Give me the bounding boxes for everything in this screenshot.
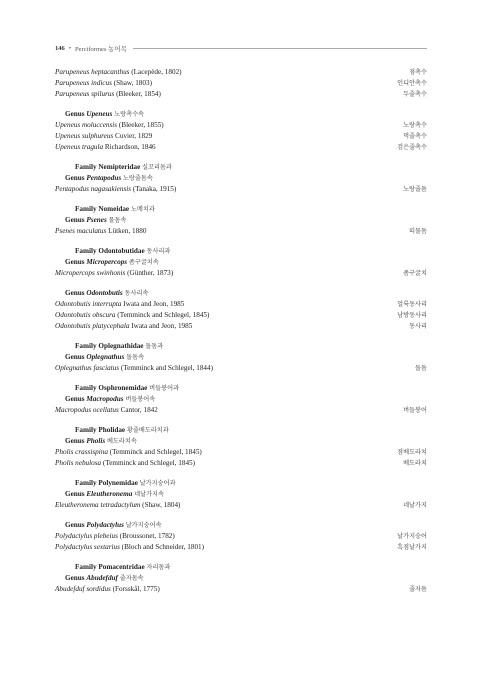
species-entry <box>55 447 202 458</box>
species-korean-name: 네날가지 <box>403 502 427 509</box>
species-row <box>55 321 427 332</box>
species-author: (Temminck and Schlegel, 1845) <box>102 459 196 467</box>
species-row <box>55 89 427 100</box>
species-row <box>55 310 427 321</box>
species-entry <box>55 67 182 78</box>
genus-heading <box>55 352 427 363</box>
species-author: (Günther, 1873) <box>127 269 174 277</box>
family-korean-name: 돌돔과 <box>145 343 164 350</box>
genus-label: Genus <box>65 490 85 498</box>
family-name: Pomacentridae <box>98 563 145 571</box>
family-name: Nomeidae <box>98 205 130 213</box>
family-heading <box>55 425 427 436</box>
species-name: Eleutheronema tetradactylum <box>55 501 141 509</box>
species-entry <box>55 542 204 553</box>
taxon-list <box>55 67 427 595</box>
species-name: Psenes maculatus <box>55 227 107 235</box>
species-author: (Temminck and Schlegel, 1845) <box>109 448 202 456</box>
species-korean-name: 동사리 <box>409 323 427 330</box>
species-korean-name: 돌돔 <box>415 365 427 372</box>
genus-heading <box>55 489 427 500</box>
genus-name: Odontobutis <box>86 289 123 297</box>
species-author: (Tanaka, 1915) <box>132 185 177 193</box>
genus-heading <box>55 288 427 299</box>
species-korean-name: 좀구굴치 <box>403 270 427 277</box>
genus-korean-name: 돌돔속 <box>126 354 145 361</box>
species-row <box>55 226 427 237</box>
species-row <box>55 142 427 153</box>
species-row <box>55 531 427 542</box>
species-name: Odontobutis interrupta <box>55 300 122 308</box>
genus-heading <box>55 573 427 584</box>
species-korean-name: 먹줄촉수 <box>403 133 427 140</box>
genus-label: Genus <box>65 353 85 361</box>
species-author: Richardson, 1846 <box>104 143 156 151</box>
family-heading <box>55 246 427 257</box>
genus-heading <box>55 394 427 405</box>
species-name: Micropercops swinhonis <box>55 269 126 277</box>
genus-name: Oplegnathus <box>86 353 125 361</box>
family-label: Family <box>75 479 97 487</box>
genus-heading <box>55 436 427 447</box>
species-entry <box>55 268 173 279</box>
page-number: 146 <box>55 44 65 52</box>
species-row <box>55 447 427 458</box>
genus-name: Polydactylus <box>86 521 124 529</box>
species-author: Iwata and Jeon, 1985 <box>131 322 193 330</box>
family-name: Oplegnathidae <box>98 342 144 350</box>
species-author: Lütken, 1880 <box>108 227 147 235</box>
species-entry <box>55 531 175 542</box>
species-row <box>55 268 427 279</box>
family-korean-name: 자리돔과 <box>146 564 171 571</box>
genus-name: Micropercops <box>86 258 128 266</box>
species-korean-name: 남방동사리 <box>397 312 427 319</box>
species-name: Macropodus ocellatus <box>55 406 119 414</box>
species-row <box>55 184 427 195</box>
genus-name: Psenes <box>86 216 107 224</box>
family-korean-name: 노메치과 <box>130 206 155 213</box>
species-name: Pholis nebulosa <box>55 459 102 467</box>
species-entry <box>55 500 180 511</box>
genus-label: Genus <box>65 216 85 224</box>
family-name: Odontobutidae <box>98 247 145 255</box>
species-korean-name: 두줄촉수 <box>403 91 427 98</box>
genus-korean-name: 줄자돔속 <box>119 575 144 582</box>
species-author: (Temminck and Schlegel, 1844) <box>120 364 214 372</box>
genus-name: Pholis <box>86 437 106 445</box>
genus-heading <box>55 520 427 531</box>
species-name: Abudefduf sordidus <box>55 585 111 593</box>
family-heading <box>55 478 427 489</box>
genus-korean-name: 네날가지속 <box>134 491 164 498</box>
genus-label: Genus <box>65 110 85 118</box>
family-label: Family <box>75 342 97 350</box>
species-name: Odontobutis obscura <box>55 311 116 319</box>
species-entry <box>55 584 160 595</box>
species-entry <box>55 131 152 142</box>
family-korean-name: 황줄베도라치과 <box>126 427 169 434</box>
species-korean-name: 얼룩동사리 <box>397 301 427 308</box>
species-row <box>55 78 427 89</box>
species-author: (Lacepède, 1802) <box>131 68 182 76</box>
genus-korean-name: 동사리속 <box>124 290 149 297</box>
species-row <box>55 584 427 595</box>
species-name: Polydactylus plebeius <box>55 532 118 540</box>
header-rule <box>133 48 427 49</box>
genus-korean-name: 베도라치속 <box>106 438 137 445</box>
species-row <box>55 458 427 469</box>
genus-korean-name: 좀구굴치속 <box>128 259 159 266</box>
family-label: Family <box>75 563 97 571</box>
species-author: (Broussonet, 1782) <box>119 532 175 540</box>
genus-label: Genus <box>65 395 85 403</box>
species-row <box>55 299 427 310</box>
species-entry <box>55 310 209 321</box>
running-title: Perciformes 농어목 <box>75 45 127 53</box>
genus-korean-name: 물돔속 <box>108 217 127 224</box>
genus-heading <box>55 109 427 120</box>
species-row <box>55 542 427 553</box>
species-name: Upeneus moluccensis <box>55 121 118 129</box>
species-name: Upeneus sulphureus <box>55 132 114 140</box>
genus-name: Macropodus <box>86 395 124 403</box>
species-entry <box>55 299 184 310</box>
species-name: Parupeneus heptacanthus <box>55 68 130 76</box>
family-heading <box>55 162 427 173</box>
species-row <box>55 120 427 131</box>
species-author: (Temminck and Schlegel, 1845) <box>117 311 210 319</box>
genus-label: Genus <box>65 521 85 529</box>
genus-heading <box>55 173 427 184</box>
species-korean-name: 흑점날가지 <box>397 544 427 551</box>
genus-name: Abudefduf <box>86 574 118 582</box>
genus-heading <box>55 215 427 226</box>
family-label: Family <box>75 247 97 255</box>
species-korean-name: 인디안촉수 <box>397 80 427 87</box>
genus-label: Genus <box>65 289 85 297</box>
species-row <box>55 405 427 416</box>
species-name: Parupeneus indicus <box>55 79 112 87</box>
species-row <box>55 500 427 511</box>
genus-name: Upeneus <box>86 110 113 118</box>
species-author: (Shaw, 1803) <box>113 79 152 87</box>
species-entry <box>55 363 213 374</box>
family-korean-name: 실꼬리돔과 <box>142 164 172 171</box>
species-row <box>55 363 427 374</box>
page-header <box>55 42 427 54</box>
species-korean-name: 점베도라치 <box>397 449 427 456</box>
species-author: Cantor, 1842 <box>120 406 158 414</box>
header-separator: • <box>68 44 72 52</box>
family-heading <box>55 341 427 352</box>
species-author: (Shaw, 1804) <box>142 501 181 509</box>
genus-label: Genus <box>65 258 85 266</box>
species-name: Parupeneus spilurus <box>55 90 115 98</box>
family-korean-name: 날가지숭어과 <box>139 480 176 487</box>
species-author: (Forsskål, 1775) <box>112 585 160 593</box>
species-entry <box>55 458 195 469</box>
family-heading <box>55 562 427 573</box>
species-name: Upeneus tragula <box>55 143 104 151</box>
species-name: Oplegnathus fasciatus <box>55 364 120 372</box>
family-heading <box>55 204 427 215</box>
family-label: Family <box>75 384 97 392</box>
family-korean-name: 버들붕어과 <box>149 385 180 392</box>
species-author: Cuvier, 1829 <box>115 132 153 140</box>
species-name: Odontobutis platycephala <box>55 322 130 330</box>
species-entry <box>55 321 192 332</box>
species-korean-name: 노랑촉수 <box>403 122 427 129</box>
species-korean-name: 날가지숭어 <box>397 533 427 540</box>
species-name: Polydactylus sextarius <box>55 543 120 551</box>
species-korean-name: 점촉수 <box>409 69 427 76</box>
genus-korean-name: 노랑줄돔속 <box>122 175 153 182</box>
species-korean-name: 노랑줄돔 <box>403 186 427 193</box>
genus-name: Eleutheronema <box>86 490 133 498</box>
family-label: Family <box>75 163 97 171</box>
species-korean-name: 검은줄촉수 <box>397 144 427 151</box>
genus-heading <box>55 257 427 268</box>
genus-label: Genus <box>65 437 85 445</box>
genus-name: Pentapodus <box>86 174 122 182</box>
family-name: Pholidae <box>98 426 126 434</box>
genus-label: Genus <box>65 174 85 182</box>
species-entry <box>55 89 161 100</box>
family-korean-name: 동사리과 <box>146 248 171 255</box>
species-entry <box>55 78 152 89</box>
species-row <box>55 131 427 142</box>
family-label: Family <box>75 205 97 213</box>
species-korean-name: 베도라치 <box>403 460 427 467</box>
species-korean-name: 버들붕어 <box>403 407 427 414</box>
species-author: (Bleeker, 1854) <box>116 90 161 98</box>
species-entry <box>55 142 156 153</box>
species-korean-name: 줄자돔 <box>409 586 427 593</box>
genus-korean-name: 노랑촉수속 <box>114 111 145 118</box>
genus-korean-name: 날가지숭어속 <box>125 522 162 529</box>
family-label: Family <box>75 426 97 434</box>
family-heading <box>55 383 427 394</box>
species-entry <box>55 120 164 131</box>
species-author: (Bloch and Schneider, 1801) <box>121 543 205 551</box>
species-row <box>55 67 427 78</box>
genus-label: Genus <box>65 574 85 582</box>
species-author: (Bleeker, 1855) <box>118 121 164 129</box>
genus-korean-name: 버들붕어속 <box>125 396 156 403</box>
species-entry <box>55 184 176 195</box>
species-name: Pholis crassispina <box>55 448 108 456</box>
family-name: Nemipteridae <box>98 163 141 171</box>
species-name: Pentapodus nagasakiensis <box>55 185 132 193</box>
family-name: Osphronemidae <box>98 384 148 392</box>
species-entry <box>55 405 158 416</box>
species-author: Iwata and Jeon, 1985 <box>123 300 185 308</box>
species-korean-name: 띠물돔 <box>409 228 427 235</box>
species-entry <box>55 226 146 237</box>
family-name: Polynemidae <box>98 479 138 487</box>
